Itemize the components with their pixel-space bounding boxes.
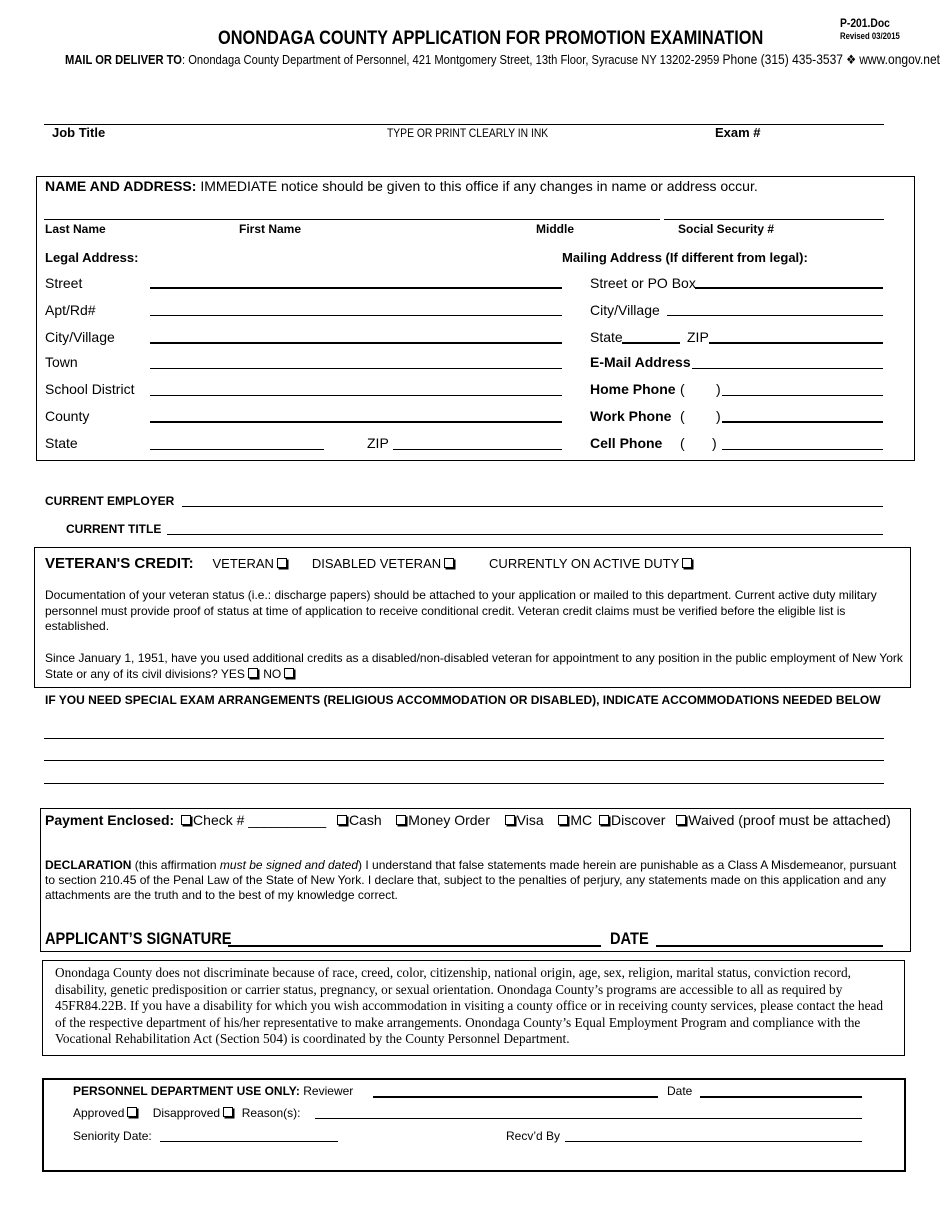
veteran-documentation-text: Documentation of your veteran status (i.e.: discharge papers) should be attached to your application or mailed to this department. Current active duty military personnel must provide proof of status at time of application to receive conditional credit. Veteran credit claims must be verified before the eligible list is established. — [45, 588, 877, 633]
mail-label: MAIL OR DELIVER TO — [65, 52, 182, 67]
work-phone-label: Work Phone — [590, 408, 672, 424]
declaration-label: DECLARATION — [45, 858, 132, 872]
declaration-text — [45, 858, 905, 903]
money-order-checkbox[interactable] — [396, 815, 406, 825]
disapproved-label: Disapproved — [152, 1106, 221, 1120]
street-label: Street — [45, 275, 83, 291]
mc-option: MC — [570, 812, 593, 828]
disabled-veteran-option: DISABLED VETERAN — [311, 556, 442, 571]
name-address-heading — [45, 178, 758, 194]
work-phone-close-paren: ) — [716, 408, 721, 424]
school-district-label: School District — [45, 381, 135, 397]
accommodations-line-2[interactable] — [44, 760, 884, 761]
date-label: DATE — [610, 929, 649, 948]
county-label: County — [45, 408, 90, 424]
reasons-field[interactable] — [315, 1118, 862, 1119]
current-employer-field[interactable] — [182, 506, 883, 507]
work-phone-field[interactable] — [722, 421, 883, 423]
current-employer-label: CURRENT EMPLOYER — [45, 494, 175, 508]
print-instruction: TYPE OR PRINT CLEARLY IN INK — [387, 126, 549, 140]
current-title-label: CURRENT TITLE — [66, 522, 162, 536]
zip-label: ZIP — [367, 435, 389, 451]
approved-checkbox[interactable] — [127, 1107, 137, 1117]
signature-label: APPLICANT’S SIGNATURE — [45, 929, 232, 948]
veteran-option: VETERAN — [212, 556, 274, 571]
name-address-label: NAME AND ADDRESS: — [45, 178, 197, 194]
mail-line — [65, 51, 940, 68]
cash-option: Cash — [348, 812, 382, 828]
approval-row — [73, 1106, 300, 1120]
town-label: Town — [45, 354, 78, 370]
date-field[interactable] — [656, 945, 883, 947]
visa-option: Visa — [516, 812, 544, 828]
reasons-label: Reason(s): — [241, 1106, 301, 1120]
state-field[interactable] — [150, 449, 324, 450]
mailing-address-heading: Mailing Address (If different from legal): — [562, 250, 808, 265]
apt-field[interactable] — [150, 315, 562, 316]
mc-checkbox[interactable] — [558, 815, 568, 825]
check-checkbox[interactable] — [181, 815, 191, 825]
declaration-body: ) I understand that false statements made herein are punishable as a Class A Misdemeanor, pursuant to section 210.45 of the Penal Law of the State of New York. I declare that, subject to the penalties of perjury, any statements made on this application and any attachments are the truth and to the best of my knowledge correct. — [45, 858, 897, 902]
accommodations-line-3[interactable] — [44, 783, 884, 784]
active-duty-option: CURRENTLY ON ACTIVE DUTY — [489, 556, 680, 571]
seniority-field[interactable] — [160, 1141, 338, 1142]
home-phone-field[interactable] — [722, 395, 883, 396]
city-village-label: City/Village — [45, 329, 115, 345]
veteran-checkbox[interactable] — [277, 558, 287, 568]
no-checkbox[interactable] — [284, 668, 294, 678]
active-duty-checkbox[interactable] — [682, 558, 692, 568]
cell-phone-field[interactable] — [722, 449, 883, 450]
discover-checkbox[interactable] — [599, 815, 609, 825]
apt-label: Apt/Rd# — [45, 302, 96, 318]
street-field[interactable] — [150, 287, 562, 289]
visa-checkbox[interactable] — [505, 815, 515, 825]
phone: Phone (315) 435-3537 — [722, 51, 843, 67]
home-phone-close-paren: ) — [716, 381, 721, 397]
zip-field[interactable] — [393, 449, 562, 450]
disabled-veteran-checkbox[interactable] — [444, 558, 454, 568]
waived-option: Waived (proof must be attached) — [688, 812, 891, 828]
mailing-state-label: State — [590, 329, 623, 345]
declaration-pre: (this affirmation — [131, 858, 220, 872]
personnel-date-field[interactable] — [700, 1096, 862, 1098]
money-order-option: Money Order — [408, 812, 490, 828]
veteran-heading: VETERAN'S CREDIT: — [45, 555, 194, 572]
payment-heading: Payment Enclosed: — [45, 812, 175, 828]
name-line[interactable] — [44, 219, 660, 220]
home-phone-label: Home Phone — [590, 381, 676, 397]
check-option: Check # __________ — [193, 812, 327, 828]
middle-label: Middle — [536, 222, 574, 236]
discover-option: Discover — [611, 812, 666, 828]
ssn-line[interactable] — [664, 219, 884, 220]
email-field[interactable] — [692, 368, 883, 369]
mailing-state-field[interactable] — [622, 342, 680, 344]
mailing-city-label: City/Village — [590, 302, 660, 318]
nondiscrimination-text: Onondaga County does not discriminate because of race, creed, color, citizenship, national origin, age, sex, religion, marital status, conviction record, disability, genetic predisposition or carrier status, pregnancy, or sexual orientation. Onondaga County’s programs are accessible to all as required by 45FR84.22B. If you have a disability for which you wish accommodation in visiting a county office or in receiving county services, please contact the head of the respective department of his/her representative to make arrangements. Onondaga County’s Equal Employment Program and compliance with the Vocational Rehabilitation Act (Section 504) is coordinated by the County Personnel Department. — [55, 965, 884, 1046]
no-label: NO — [263, 666, 282, 681]
reviewer-label: Reviewer — [303, 1084, 354, 1098]
current-title-field[interactable] — [167, 534, 883, 535]
personnel-date-label: Date — [667, 1084, 693, 1098]
first-name-label: First Name — [239, 222, 302, 236]
declaration-emphasis: must be signed and dated — [219, 858, 359, 872]
cell-phone-open-paren: ( — [680, 435, 685, 451]
veteran-credits-text: Since January 1, 1951, have you used additional credits as a disabled/non-disabled veteran for appointment to any position in the public employment of New York State or any of its civil divisions? YES — [45, 651, 903, 681]
school-district-field[interactable] — [150, 395, 562, 396]
diamond-icon: ❖ — [846, 52, 857, 67]
cash-checkbox[interactable] — [337, 815, 347, 825]
signature-field[interactable] — [228, 945, 601, 947]
form-title: ONONDAGA COUNTY APPLICATION FOR PROMOTION EXAMINATION — [218, 28, 764, 49]
legal-address-heading: Legal Address: — [45, 250, 139, 265]
home-phone-open-paren: ( — [680, 381, 685, 397]
last-name-label: Last Name — [45, 222, 106, 236]
website-link[interactable]: www.ongov.net — [859, 51, 940, 67]
email-label: E-Mail Address — [590, 354, 691, 370]
revised-date: Revised 03/2015 — [840, 31, 900, 41]
seniority-label: Seniority Date: — [73, 1129, 152, 1143]
work-phone-open-paren: ( — [680, 408, 685, 424]
town-field[interactable] — [150, 368, 562, 369]
waived-checkbox[interactable] — [676, 815, 686, 825]
personnel-heading: PERSONNEL DEPARTMENT USE ONLY: — [73, 1084, 300, 1098]
mailing-street-field[interactable] — [695, 287, 883, 289]
payment-row — [45, 812, 905, 829]
accommodations-line-1[interactable] — [44, 738, 884, 739]
veteran-options-row — [45, 555, 694, 573]
personnel-heading-row — [73, 1084, 353, 1098]
doc-code: P-201.Doc — [840, 16, 890, 30]
ssn-label: Social Security # — [678, 222, 775, 236]
mail-address: : Onondaga County Department of Personnel, 421 Montgomery Street, 13th Floor, Syracuse NY 13202-2959 — [181, 52, 720, 67]
approved-label: Approved — [73, 1106, 125, 1120]
special-arrangements-heading: IF YOU NEED SPECIAL EXAM ARRANGEMENTS (RELIGIOUS ACCOMMODATION OR DISABLED), INDICATE ACCOMMODATIONS NEEDED BELOW — [45, 693, 881, 707]
recvd-field[interactable] — [565, 1141, 862, 1142]
county-field[interactable] — [150, 421, 562, 423]
veteran-credits-question — [45, 651, 909, 682]
exam-number-label: Exam # — [715, 125, 761, 140]
mailing-street-label: Street or PO Box — [590, 275, 696, 291]
city-village-field[interactable] — [150, 342, 562, 344]
recvd-label: Recv’d By — [506, 1129, 561, 1143]
mailing-city-field[interactable] — [667, 315, 883, 316]
mailing-zip-label: ZIP — [687, 329, 709, 345]
job-title-label: Job Title — [52, 125, 106, 140]
disapproved-checkbox[interactable] — [223, 1107, 233, 1117]
cell-phone-close-paren: ) — [712, 435, 717, 451]
mailing-zip-field[interactable] — [709, 342, 883, 344]
name-address-notice: IMMEDIATE notice should be given to this office if any changes in name or address occur. — [200, 178, 758, 194]
reviewer-field[interactable] — [373, 1096, 658, 1098]
yes-checkbox[interactable] — [248, 668, 258, 678]
state-label: State — [45, 435, 78, 451]
cell-phone-label: Cell Phone — [590, 435, 663, 451]
